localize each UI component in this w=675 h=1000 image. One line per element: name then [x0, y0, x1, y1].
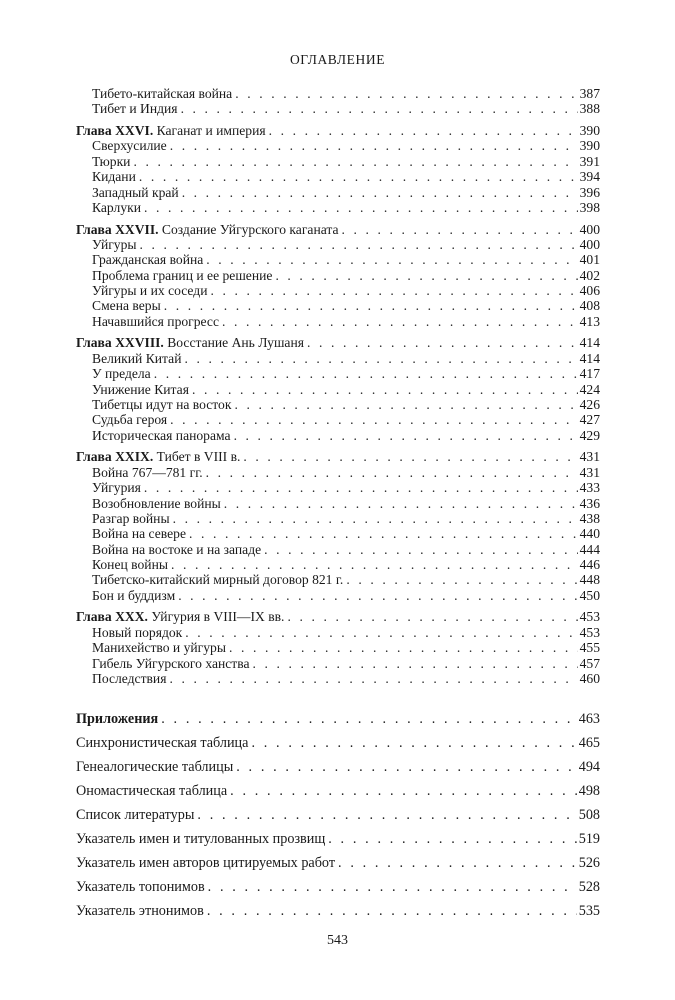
dot-leader — [164, 298, 578, 313]
dot-leader — [269, 123, 578, 138]
toc-page-number: 463 — [578, 711, 600, 728]
toc-appendix-item — [76, 828, 600, 852]
dot-leader — [210, 283, 577, 298]
dot-leader — [264, 542, 577, 557]
toc-section — [76, 496, 600, 511]
dot-leader — [307, 335, 578, 350]
toc-chapter-heading — [76, 222, 339, 237]
toc-section — [76, 572, 600, 587]
toc-page-number: 460 — [579, 671, 600, 686]
toc-section-title: Возобновление войны — [92, 495, 221, 511]
dot-leader — [234, 428, 578, 443]
toc-section — [76, 185, 600, 200]
toc-section-title: Конец войны — [92, 557, 168, 573]
toc-appendix-title: Синхронистическая таблица — [76, 735, 249, 752]
toc-section — [76, 465, 600, 480]
toc-section-title: Тибет и Индия — [92, 101, 178, 117]
toc-page-number: 448 — [579, 572, 600, 588]
dot-leader — [170, 138, 578, 153]
toc-section — [76, 138, 600, 153]
toc-page-number: 444 — [579, 541, 600, 557]
dot-leader — [342, 222, 578, 237]
toc-section-title: Уйгуры и их соседи — [92, 283, 208, 299]
toc-section-title: Разгар войны — [92, 510, 170, 526]
dot-leader — [144, 200, 578, 215]
chapter-title: Тибет в VIII в. — [156, 449, 241, 465]
dot-leader — [275, 268, 577, 283]
toc-section-title: Тибето-китайская война — [92, 86, 233, 101]
toc-page-number: 535 — [578, 902, 600, 919]
chapter-label: Глава XXVII. — [76, 221, 159, 237]
toc-section-title: Западный край — [92, 184, 179, 200]
dot-leader — [173, 511, 578, 526]
toc-section — [76, 542, 600, 557]
toc-page-number: 498 — [578, 783, 600, 800]
dot-leader — [236, 756, 576, 780]
toc-chapter — [76, 222, 600, 237]
chapter-label: Глава XXIX. — [76, 449, 154, 465]
toc-section-title: Кидани — [92, 169, 136, 185]
dot-leader — [206, 252, 577, 267]
toc-section-title: Тибетцы идут на восток — [92, 396, 232, 412]
toc-page-number: 398 — [579, 199, 600, 215]
toc-page-number: 391 — [579, 153, 600, 169]
chapter-label: Глава XXX. — [76, 609, 148, 625]
toc-section — [76, 101, 600, 116]
dot-leader — [169, 671, 577, 686]
dot-leader — [328, 828, 576, 852]
toc-section — [76, 252, 600, 267]
dot-leader — [161, 708, 576, 732]
dot-leader — [182, 185, 578, 200]
chapter-title: Каганат и империя — [156, 122, 266, 138]
toc-page-number: 453 — [579, 609, 600, 625]
toc-page-number: 446 — [579, 557, 600, 573]
dot-leader — [229, 640, 578, 655]
toc-chapter-heading — [76, 123, 266, 138]
toc-appendix-heading — [76, 708, 600, 732]
toc-page-number: 431 — [579, 449, 600, 465]
toc-section — [76, 511, 600, 526]
toc-appendix-item — [76, 756, 600, 780]
toc-chapter-heading — [76, 335, 304, 350]
toc-section — [76, 366, 600, 381]
toc-page-number: 431 — [579, 464, 600, 480]
toc-section — [76, 283, 600, 298]
toc-section-title: Тибетско-китайский мирный договор 821 г. — [92, 572, 344, 588]
dot-leader — [287, 609, 577, 624]
toc-section — [76, 640, 600, 655]
toc-page-number: 414 — [579, 350, 600, 366]
toc-page-number: 394 — [579, 169, 600, 185]
dot-leader — [192, 382, 578, 397]
toc-page-number: 402 — [579, 267, 600, 283]
toc-appendix-item — [76, 780, 600, 804]
dot-leader — [144, 480, 578, 495]
toc-appendix-item — [76, 876, 600, 900]
toc-section-title: Тюрки — [92, 153, 131, 169]
dot-leader — [133, 154, 577, 169]
dot-leader — [206, 465, 578, 480]
toc-appendix-title: Указатель имен авторов цитируемых работ — [76, 854, 336, 871]
toc-page-number: 427 — [579, 412, 600, 428]
toc-appendix-title: Список литературы — [76, 806, 195, 823]
toc-section — [76, 625, 600, 640]
toc-section — [76, 671, 600, 686]
dot-leader — [222, 314, 578, 329]
toc-chapter-heading — [76, 609, 284, 624]
toc-page-number: 457 — [579, 655, 600, 671]
toc-section — [76, 298, 600, 313]
dot-leader — [181, 101, 578, 116]
toc-appendix-title: Генеалогические таблицы — [76, 759, 234, 776]
toc-section — [76, 169, 600, 184]
toc-section — [76, 351, 600, 366]
toc-section-title: Война на востоке и на западе — [92, 541, 262, 557]
chapter-title: Восстание Ань Лушаня — [167, 335, 304, 351]
toc-page-number: 387 — [579, 86, 600, 101]
toc-section — [76, 557, 600, 572]
dot-leader — [235, 86, 577, 101]
toc-page-number: 436 — [579, 495, 600, 511]
dot-leader — [243, 449, 577, 464]
toc-page-number: 526 — [578, 854, 600, 871]
toc-page-number: 433 — [579, 480, 600, 496]
toc-page-number: 401 — [579, 252, 600, 268]
toc-page-number: 417 — [579, 366, 600, 382]
toc-page-number: 455 — [579, 640, 600, 656]
toc-section-title: Уйгуры — [92, 236, 137, 252]
toc-page-number: 408 — [579, 298, 600, 314]
toc-section-title: Карлуки — [92, 199, 141, 215]
toc-page-number: 390 — [579, 138, 600, 154]
toc-appendix-item — [76, 732, 600, 756]
dot-leader — [178, 588, 577, 603]
toc-page-number: 494 — [578, 759, 600, 776]
toc-section-title: Последствия — [92, 671, 167, 686]
toc-section — [76, 526, 600, 541]
toc-appendix-item — [76, 852, 600, 876]
toc-page-number: 438 — [579, 510, 600, 526]
toc-section — [76, 397, 600, 412]
toc-section-title: Манихейство и уйгуры — [92, 640, 226, 656]
dot-leader — [140, 237, 578, 252]
toc-section — [76, 656, 600, 671]
chapter-title: Создание Уйгурского каганата — [161, 221, 339, 237]
running-head: ОГЛАВЛЕНИЕ — [289, 52, 386, 67]
toc-appendix-title: Указатель этнонимов — [76, 902, 204, 919]
toc-section-title: Гражданская война — [92, 252, 204, 268]
toc-section-title: Гибель Уйгурского ханства — [92, 655, 250, 671]
appendix-title: Приложения — [76, 711, 159, 728]
toc-page-number: 414 — [579, 335, 600, 351]
toc-section — [76, 314, 600, 329]
dot-leader — [208, 876, 577, 900]
toc-chapter — [76, 123, 600, 138]
toc-section-title: Уйгурия — [92, 480, 141, 496]
toc-section — [76, 480, 600, 495]
dot-leader — [185, 625, 577, 640]
dot-leader — [189, 526, 578, 541]
toc-section-title: Историческая панорама — [92, 427, 231, 443]
toc-chapter-heading — [76, 449, 240, 464]
toc-page-number: 413 — [579, 313, 600, 329]
toc-page-number: 429 — [579, 427, 600, 443]
toc-section — [76, 428, 600, 443]
toc-appendix-title: Указатель топонимов — [76, 878, 205, 895]
chapter-label: Глава XXVIII. — [76, 335, 164, 351]
toc-chapter — [76, 449, 600, 464]
toc-page-number: 406 — [579, 283, 600, 299]
toc-section-title: Бон и буддизм — [92, 587, 176, 603]
dot-leader — [207, 900, 577, 924]
dot-leader — [251, 732, 576, 756]
toc-appendix-title: Ономастическая таблица — [76, 783, 228, 800]
toc-page-number: 519 — [578, 830, 600, 847]
toc-appendix-item — [76, 804, 600, 828]
dot-leader — [170, 412, 577, 427]
toc-section-title: Война 767—781 гг. — [92, 464, 203, 480]
toc-section — [76, 268, 600, 283]
toc-section-title: Проблема границ и ее решение — [92, 267, 273, 283]
toc-page-number: 440 — [579, 526, 600, 542]
toc-page-number: 400 — [579, 221, 600, 237]
toc-section-title: Война на севере — [92, 526, 186, 542]
page-number: 543 — [327, 933, 348, 948]
dot-leader — [139, 169, 578, 184]
table-of-contents — [76, 86, 600, 923]
dot-leader — [154, 366, 578, 381]
toc-section — [76, 382, 600, 397]
toc-page-number: 453 — [579, 624, 600, 640]
toc-section-title: Начавшийся прогресс — [92, 313, 219, 329]
toc-section — [76, 200, 600, 215]
toc-page-number: 400 — [579, 236, 600, 252]
toc-page-number: 528 — [578, 878, 600, 895]
toc-section — [76, 154, 600, 169]
toc-section — [76, 86, 600, 101]
dot-leader — [338, 852, 577, 876]
toc-chapter — [76, 609, 600, 624]
dot-leader — [230, 780, 577, 804]
dot-leader — [197, 804, 576, 828]
toc-section — [76, 588, 600, 603]
dot-leader — [184, 351, 577, 366]
toc-section-title: Судьба героя — [92, 412, 168, 428]
dot-leader — [234, 397, 577, 412]
toc-section-title: У предела — [92, 366, 151, 382]
toc-section — [76, 237, 600, 252]
toc-page-number: 508 — [578, 806, 600, 823]
toc-page-number: 390 — [579, 122, 600, 138]
toc-section-title: Сверхусилие — [92, 138, 167, 154]
toc-chapter — [76, 335, 600, 350]
toc-page-number: 396 — [579, 184, 600, 200]
dot-leader — [224, 496, 578, 511]
toc-section-title: Унижение Китая — [92, 381, 189, 397]
toc-page-number: 450 — [579, 587, 600, 603]
dot-leader — [346, 572, 577, 587]
toc-appendix-item — [76, 900, 600, 924]
chapter-label: Глава XXVI. — [76, 122, 154, 138]
dot-leader — [171, 557, 578, 572]
toc-page-number: 426 — [579, 396, 600, 412]
toc-section — [76, 412, 600, 427]
toc-page-number: 465 — [578, 735, 600, 752]
toc-section-title: Великий Китай — [92, 350, 182, 366]
dot-leader — [253, 656, 578, 671]
toc-page-number: 424 — [579, 381, 600, 397]
toc-appendix-title: Указатель имен и титулованных прозвищ — [76, 830, 326, 847]
toc-section-title: Смена веры — [92, 298, 161, 314]
chapter-title: Уйгурия в VIII—IX вв. — [151, 609, 285, 625]
toc-page-number: 388 — [579, 101, 600, 117]
toc-section-title: Новый порядок — [92, 624, 183, 640]
